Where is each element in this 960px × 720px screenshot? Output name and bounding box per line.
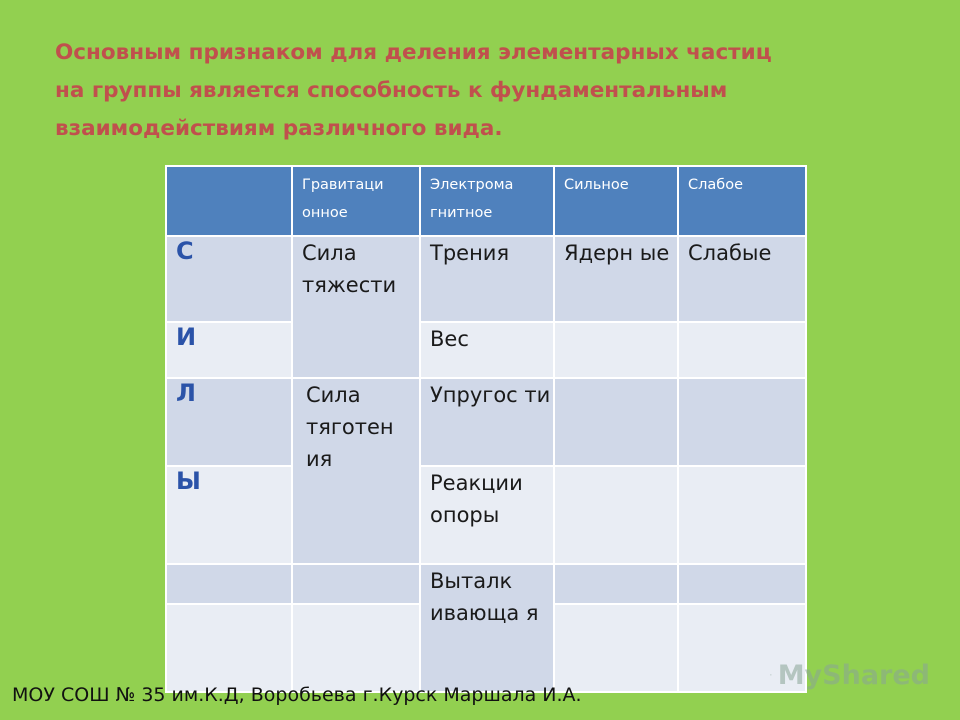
interactions-table bbox=[165, 165, 807, 693]
em-cell: Вес bbox=[420, 322, 554, 378]
strong-cell-empty bbox=[554, 466, 678, 564]
slide-title bbox=[55, 34, 935, 148]
logo-text: MyShared bbox=[777, 659, 930, 691]
header-strong: Сильное bbox=[554, 166, 678, 236]
empty-cell bbox=[554, 564, 678, 604]
weak-cell: Слабые bbox=[678, 236, 806, 322]
title-line: Основным признаком для деления элементарных частиц bbox=[55, 40, 772, 65]
em-cell: Выталк ивающа я bbox=[420, 564, 554, 692]
row-letter: С bbox=[166, 236, 292, 322]
table-row bbox=[166, 466, 806, 564]
weak-cell-empty bbox=[678, 378, 806, 466]
header-gravitational: Гравитаци онное bbox=[292, 166, 420, 236]
empty-cell bbox=[678, 564, 806, 604]
em-cell: Реакции опоры bbox=[420, 466, 554, 564]
header-weak: Слабое bbox=[678, 166, 806, 236]
strong-cell: Ядерн ые bbox=[554, 236, 678, 322]
gravity-cell: Сила тяжести bbox=[292, 236, 420, 378]
strong-cell-empty bbox=[554, 378, 678, 466]
empty-cell bbox=[292, 564, 420, 604]
header-cell-empty bbox=[166, 166, 292, 236]
weak-cell-empty bbox=[678, 466, 806, 564]
empty-cell bbox=[166, 564, 292, 604]
title-line: взаимодействиям различного вида. bbox=[55, 116, 503, 141]
table-row bbox=[166, 378, 806, 466]
row-letter: И bbox=[166, 322, 292, 378]
gravity-cell: Сила тяготен ия bbox=[292, 378, 420, 564]
footer-credit: МОУ СОШ № 35 им.К.Д, Воробьева г.Курск Маршала И.А. bbox=[12, 684, 582, 706]
empty-cell bbox=[554, 604, 678, 692]
em-cell: Трения bbox=[420, 236, 554, 322]
empty-cell bbox=[166, 604, 292, 692]
row-letter: Л bbox=[166, 378, 292, 466]
em-cell: Упругос ти bbox=[420, 378, 554, 466]
header-electromagnetic: Электрома гнитное bbox=[420, 166, 554, 236]
weak-cell-empty bbox=[678, 322, 806, 378]
watermark-logo bbox=[770, 652, 930, 698]
table-header-row bbox=[166, 166, 806, 236]
empty-cell bbox=[292, 604, 420, 692]
strong-cell-empty bbox=[554, 322, 678, 378]
table-row bbox=[166, 564, 806, 604]
table-row bbox=[166, 236, 806, 322]
title-line: на группы является способность к фундаментальным bbox=[55, 78, 728, 103]
row-letter: Ы bbox=[166, 466, 292, 564]
table-row bbox=[166, 322, 806, 378]
presentation-icon bbox=[770, 658, 772, 692]
